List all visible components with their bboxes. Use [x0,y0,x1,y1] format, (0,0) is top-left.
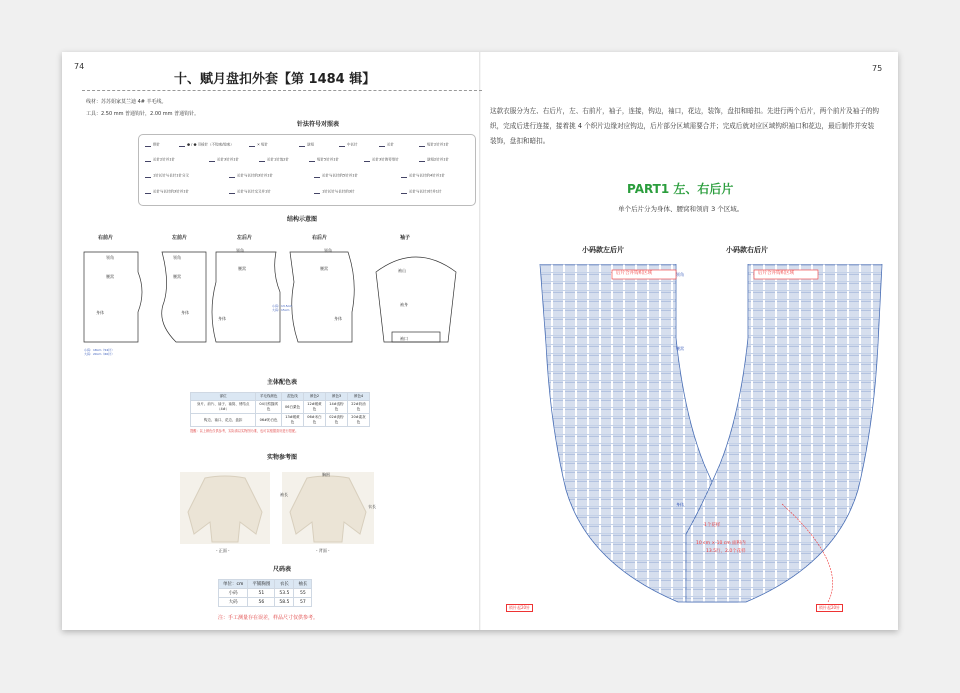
title-divider [82,90,482,91]
symbol-legend [138,134,476,206]
gauge-note-2: 13.5行，2.0个花样 [706,549,746,554]
garment-photo-front [180,472,270,544]
color-table-header: 颜色2 [303,393,325,401]
size-note: 注：手工测量存在误差，样品尺寸仅供参考。 [218,615,319,621]
table-cell: 钩边、袖口、花边、盘扣 [191,414,256,427]
piece-title: 右后片 [312,235,328,241]
table-cell: 56 [248,598,275,607]
legend-symbol: 长针3针的枣形针 [364,157,399,163]
table-cell: 22#奶油色 [347,401,369,414]
piece-body-label: 身体 [334,316,342,321]
piece-title: 右前片 [98,235,114,241]
size-table-header: 袖长 [294,580,312,589]
piece-collar-label: 领角 [106,255,114,260]
size-table [218,579,312,607]
zone-collar-label: 领角 [676,272,684,277]
chart-title-left: 小码款左后片 [582,246,624,254]
structure-diagram [76,242,476,354]
merge-area-label-right: 后片合并钩织区域 [758,271,794,276]
table-cell: 02#淡粉色 [325,414,347,427]
photos-title: 实物参考图 [266,454,297,461]
table-cell: 12#暖黄色 [303,401,325,414]
page-number-left: 74 [74,62,85,71]
piece-waist-label: 腰窝 [238,266,246,271]
structure-title: 结构示意图 [286,216,317,223]
piece-waist-label: 腰窝 [320,266,328,271]
piece-title: 左前片 [172,235,188,241]
color-table-header: 颜色3 [325,393,347,401]
color-table-note: 提醒：以上颜色仅供参考，实际请以实物图为准，也可以根据喜好进行搭配。 [190,429,299,433]
flower-repeat-label: 1个花样 [704,523,721,528]
piece-sleeve-body-label: 袖身 [400,302,408,307]
table-cell: 身片、前片、袖子、袖窝、绣结点（4#） [191,401,256,414]
legend-symbol: 长针1针放2针 [259,157,289,163]
part-subtitle: 单个后片分为身体、腰窝和领肩 3 个区域。 [618,205,744,213]
piece-body-label: 身体 [218,316,226,321]
legend-symbol: 锁针 [145,142,160,148]
legend-symbol: 逆短 [299,142,314,148]
book-spread [62,52,898,630]
table-cell: 13#暖黄色 [281,414,303,427]
legend-symbol: 短针5针并1针 [309,157,339,163]
legend-symbol: 短针2针并1针 [419,142,449,148]
color-table [190,392,370,427]
table-cell: 55 [294,589,312,598]
color-table-header: 羊毛线颜色 [256,393,282,401]
legend-symbol: 长针与长针3针并1针 [401,189,441,195]
table-cell: 53.5 [275,589,294,598]
legend-symbol: 长针与长针的5针并1针 [314,173,358,179]
table-cell: 14#浅粉色 [325,401,347,414]
size-table-header: 单位：cm [219,580,248,589]
page-number-right: 75 [872,64,883,73]
page-gutter [479,52,481,630]
piece-title: 袖子 [400,235,411,241]
piece-body-label: 身体 [96,310,104,315]
table-cell: 58.5 [275,598,294,607]
garment-photo-back [282,472,374,544]
piece-title: 左后片 [237,235,253,241]
table-cell: 57 [294,598,312,607]
piece-collar-label: 领角 [173,255,181,260]
table-row [191,401,370,414]
legend-symbol: 1针长针与长针1针分叉 [145,173,189,179]
zone-waist-label: 腰窝 [676,346,684,351]
crochet-charts [528,264,898,614]
table-row [191,414,370,427]
legend-symbol: ● / ● 引拔针（不钩束/钩束） [179,142,234,148]
measure-length-label: 衣长 [368,504,376,509]
merge-area-label-left: 后片合并钩织区域 [616,271,652,276]
legend-symbol: 长针3针并1针 [209,157,239,163]
symbols-title: 针法符号对照表 [296,121,339,128]
piece-body-label: 身体 [181,310,189,315]
table-cell: 06#米白色 [303,414,325,427]
measure-sleeve-label: 袖长 [280,492,288,497]
chart-title-right: 小码款右后片 [726,246,768,254]
table-cell: 20#素灰色 [347,414,369,427]
legend-symbol: 长针2针并1针 [145,157,175,163]
width-label: 小码：13.5cm [272,304,293,308]
legend-symbol: × 短针 [249,142,268,148]
legend-symbol: 1针长针与长针的3针 [314,189,354,195]
photo-caption-front: - 正面 - [216,548,230,553]
table-cell: 小码 [219,589,248,598]
intro-paragraph: 这款衣服分为左、右后片，左、右前片，袖子，连接，钩边，袖口，花边，装饰，盘扣和暗扣。先进行两个后片，两个前片及袖子的钩织，完成后进行连接，接着挑 4 个织片边缘对应钩边，后片部分区域需要合并；完成后就对应区域钩织袖口和花边，最后制作并安装装饰，盘扣和暗扣。 [490,107,880,145]
piece-waist-label: 腰窝 [106,274,114,279]
piece-collar-label: 领角 [236,248,244,253]
color-table-title: 主体配色表 [266,379,297,386]
table-cell: 04月熊猫绒色 [256,401,282,414]
measure-bust-label: 胸围 [322,472,330,477]
width-label: 大码：15cm [272,308,290,312]
piece-waist-label: 腰窝 [173,274,181,279]
table-row [219,589,312,598]
size-table-header: 平铺胸围 [248,580,275,589]
color-table-header: 混色线 [281,393,303,401]
zone-body-label: 身体 [676,502,684,507]
piece-cuff-label: 袖口 [400,336,408,341]
color-table-header: 颜色4 [347,393,369,401]
start-chain-right: 锁针起20针 [816,604,843,612]
table-row [219,598,312,607]
table-cell: 51 [248,589,275,598]
part-title: PART1 左、右后片 [627,182,734,196]
photo-caption-back: - 背面 - [316,548,330,553]
page-title: 十、赋月盘扣外套【第 1484 辑】 [174,72,376,87]
start-chain-left: 锁针起20针 [506,604,533,612]
piece-collar-label: 领角 [324,248,332,253]
legend-symbol: 长针 [379,142,394,148]
piece-armhole-label: 袖山 [398,268,406,273]
size-table-title: 尺码表 [272,566,291,573]
materials-yarn: 线材：苏苏姐家莫兰迪 4# 羊毛线。 [86,99,167,105]
color-table-header: 部位 [191,393,256,401]
legend-symbol: 长针与长针的3针并1针 [229,173,273,179]
legend-symbol: 中长针 [339,142,358,148]
hem-width-label: 大码：20cm（60针） [84,352,115,356]
legend-symbol: 逆短2针并1针 [419,157,449,163]
legend-symbol: 长针与长针的4针并1针 [401,173,445,179]
legend-symbol: 长针与长针的3针并1针 [145,189,189,195]
table-cell: 大码 [219,598,248,607]
hem-width-label: 小码：18cm（54针） [84,348,115,352]
table-cell: 06白栗色 [281,401,303,414]
gauge-note-1: 10 cm × 10 cm 面积内 [696,541,746,546]
size-table-header: 衣长 [275,580,294,589]
materials-tools: 工具：2.50 mm 普通钩针，2.00 mm 普通钩针。 [86,111,200,117]
legend-symbol: 长针与长针交叉并1针 [229,189,271,195]
table-cell: 06#奶白色 [256,414,282,427]
